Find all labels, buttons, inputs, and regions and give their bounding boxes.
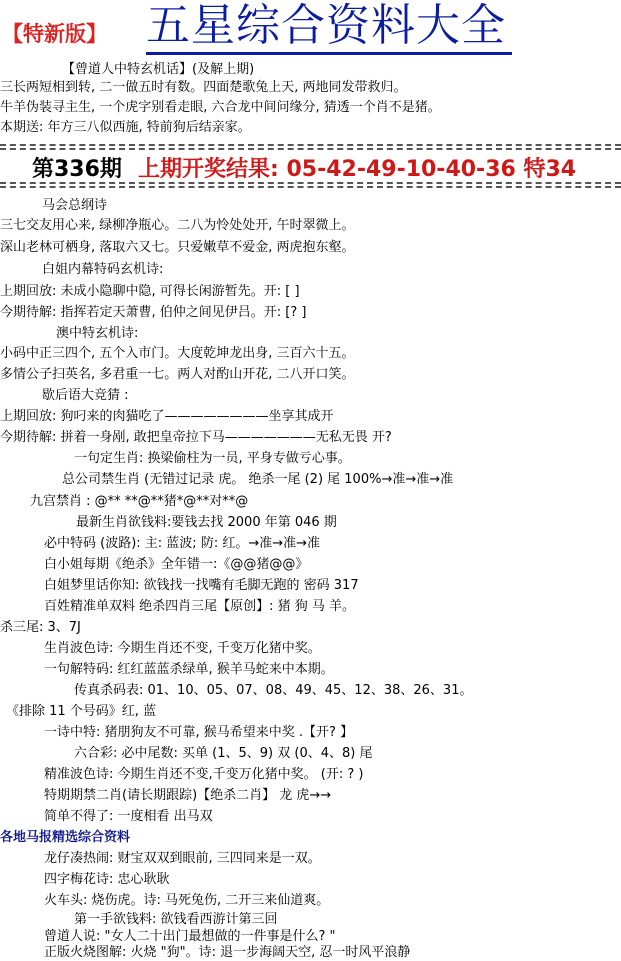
intro-line: 本期送: 年方三八似西施, 特前狗后结亲家。: [0, 120, 251, 135]
content-line: 上期回放: 狗叼来的肉猫吃了————————坐享其成开: [0, 409, 334, 424]
content-line: 白姐梦里话你知: 欲钱找一找嘴有毛脚无跑的 密码 317: [44, 578, 359, 593]
divider: [0, 182, 621, 184]
issue-number: 第336期: [32, 157, 122, 182]
content-line: 传真杀码表: 01、10、05、07、08、49、45、12、38、26、31。: [74, 683, 473, 698]
content-line: 百姓精准单双料 绝杀四肖三尾【原创】: 猪 狗 马 羊。: [44, 599, 356, 614]
content-line: 特期期禁二肖(请长期跟踪)【绝杀二肖】 龙 虎→→: [44, 788, 332, 803]
content-line: 今期待解: 指挥若定天萧曹, 伯仲之间见伊吕。开: [? ]: [0, 305, 307, 320]
content-line: 上期回放: 未成小隐聊中隐, 可得长闲游暂先。开: [ ]: [0, 284, 300, 299]
content-line: 深山老林可栖身, 落取六又七。只爱嫩草不爱金, 两虎抱东壑。: [0, 240, 355, 255]
content-line: 一句解特码: 红红蓝蓝杀绿单, 猴羊马蛇来中本期。: [44, 662, 334, 677]
intro-line: 牛羊伪装寻主生, 一个虎字别看走眼, 六合龙中间问缘分, 猜透一个肖不是猪。: [0, 100, 441, 115]
edition-badge: 【特新版】: [2, 22, 107, 46]
content-line: 一诗中特: 猪朋狗友不可靠, 猴马希望来中奖 .【开? 】: [44, 725, 354, 740]
divider: [0, 186, 621, 188]
intro-line: 三长两短相到转, 二一做五时有数。四面楚歌兔上天, 两地同发带救归。: [0, 80, 407, 95]
content-line: 简单不得了: 一度相看 出马双: [44, 809, 213, 824]
content-line: 必中特码 (波路): 主: 蓝波; 防: 红。→准→准→准: [44, 536, 321, 551]
content-line: 《排除 11 个号码》红, 蓝: [6, 704, 157, 719]
content-line: 火车头: 烧伤虎。诗: 马死兔伤, 二开三来仙道爽。: [44, 893, 330, 908]
content-line: 精准波色诗: 今期生肖还不变,千变万化猪中奖。 (开: ? ): [44, 767, 364, 782]
divider: [0, 144, 621, 146]
content-line: 杀三尾: 3、7J: [0, 620, 81, 635]
section-heading: 白姐内幕特码玄机诗:: [42, 262, 164, 277]
page-title: 五星综合资料大全: [146, 0, 506, 51]
title-underline: [146, 52, 512, 55]
content-line: 六合彩: 必中尾数: 买单 (1、5、9) 双 (0、4、8) 尾: [74, 746, 373, 761]
content-line: 四字梅花诗: 忠心耿耿: [44, 872, 170, 887]
content-line: 九宫禁肖 : @** **@**猪*@**对**@: [30, 494, 249, 509]
content-line: 三七交友用心来, 绿柳净瓶心。二八为怜处处开, 午时翠微上。: [0, 218, 355, 233]
content-line: 小码中正三四个, 五个入市门。大度乾坤龙出身, 三百六十五。: [0, 346, 355, 361]
last-draw-result: 上期开奖结果: 05-42-49-10-40-36 特34: [138, 157, 577, 182]
section-heading-regional: 各地马报精选综合资料: [0, 830, 131, 845]
content-line: 最新生肖欲钱料:要钱去找 2000 年第 046 期: [76, 515, 337, 530]
content-line: 总公司禁生肖 (无错过记录 虎。 绝杀一尾 (2) 尾 100%→准→准→准: [62, 472, 454, 487]
content-line: 白小姐每期《绝杀》全年错一:《@@猪@@》: [44, 557, 309, 572]
content-line: 多情公子扫英名, 多君重一七。两人对酌山开花, 二八开口笑。: [0, 367, 355, 382]
content-line: 生肖波色诗: 今期生肖还不变, 千变万化猪中奖。: [44, 641, 321, 656]
section-heading: 澳中特玄机诗:: [56, 326, 139, 341]
content-line: 一句定生肖: 换梁偷柱为一员, 平身专做亏心事。: [74, 451, 351, 466]
divider: [0, 148, 621, 150]
content-line: 正版火烧图解: 火烧 "狗"。诗: 退一步海阔天空, 忍一时风平浪静: [44, 945, 411, 960]
intro-heading: 【曾道人中特玄机话】(及解上期): [62, 62, 255, 77]
section-heading: 歇后语大竞猜 :: [42, 388, 129, 403]
content-line: 龙仔凑热闹: 财宝双双到眼前, 三四同来是一双。: [44, 851, 321, 866]
content-line: 今期待解: 拼着一身剐, 敢把皇帝拉下马———————无私无畏 开?: [0, 430, 392, 445]
content-line: 第一手欲钱料: 欲钱看西游计第三回: [74, 912, 278, 927]
section-heading: 马会总纲诗: [42, 198, 108, 213]
content-line: 曾道人说: "女人二十出门最想做的一件事是什么? ": [44, 929, 336, 944]
